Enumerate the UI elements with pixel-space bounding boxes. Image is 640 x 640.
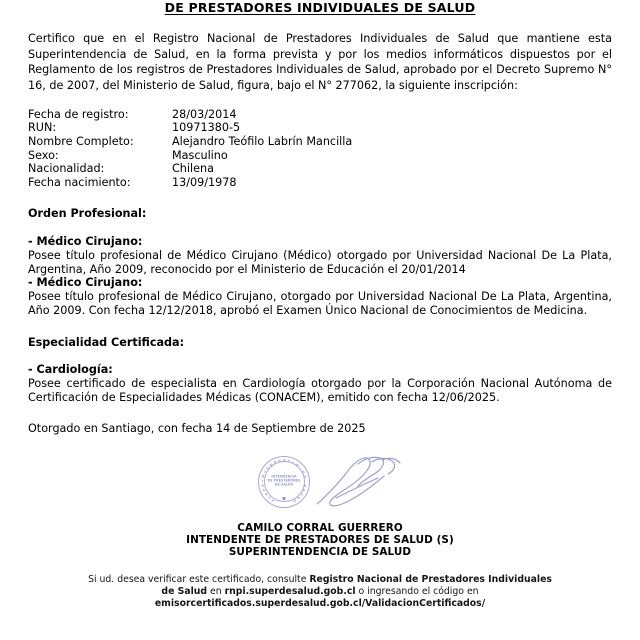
seal-ring-text: S U P E R I N T E N D E N C I A D E S A L U D <box>261 458 307 503</box>
entry-text-medico-cirujano-2: Posee título profesional de Médico Cirujano, otorgado por Universidad Nacional De La Plata, Argentina, Año 2009. Con fecha 12/12/2018, aprobó el Examen Único Nacional de Conocimientos de Medicina. <box>28 290 612 317</box>
registration-fields-table <box>28 108 352 190</box>
entry-text-medico-cirujano-1: Posee título profesional de Médico Cirujano (Médico) otorgado por Universidad Nacional De La Plata, Argentina, Año 2009, reconocido por el Ministerio de Educación el 20/01/2014 <box>28 248 612 276</box>
section-heading-especialidad-certificada: Especialidad Certificada: <box>28 335 185 349</box>
entry-title-medico-cirujano-2: - Médico Cirujano: <box>28 276 143 290</box>
signatory-name: CAMILO CORRAL GUERRERO <box>237 521 403 534</box>
field-value: 13/09/1978 <box>172 175 237 189</box>
field-label: Fecha nacimiento: <box>28 175 131 189</box>
field-label: Nacionalidad: <box>28 162 105 176</box>
closing-statement: Otorgado en Santiago, con fecha 14 de Septiembre de 2025 <box>28 421 366 435</box>
footnote-text-2: en <box>207 585 225 597</box>
footnote-url-2[interactable]: emisorcertificados.superdesalud.gob.cl/ValidacionCertificados/ <box>154 598 486 610</box>
signatory-role: INTENDENTE DE PRESTADORES DE SALUD (S) <box>186 533 454 546</box>
field-value: 10971380-5 <box>172 121 241 135</box>
table-row <box>28 135 352 149</box>
footnote-text-1: Si ud. desea verificar este certificado, consulte <box>88 573 310 585</box>
field-label: Sexo: <box>28 148 59 162</box>
signatory-block <box>28 522 612 559</box>
field-value: Masculino <box>172 148 228 162</box>
section-heading-orden-profesional: Orden Profesional: <box>28 207 147 221</box>
signatory-institution: SUPERINTENDENCIA DE SALUD <box>228 546 412 559</box>
field-label: RUN: <box>28 121 57 135</box>
seal-core-line-1: INTENDENCIA <box>271 474 297 479</box>
field-value: 28/03/2014 <box>172 107 237 121</box>
signature-icon <box>314 454 406 510</box>
field-value: Alejandro Teófilo Labrín Mancilla <box>172 135 353 148</box>
seal-core-text <box>268 474 301 487</box>
entry-title-medico-cirujano-1: - Médico Cirujano: <box>28 234 143 248</box>
field-label: Fecha de registro: <box>28 107 129 121</box>
intro-paragraph: Certifico que en el Registro Nacional de Prestadores Individuales de Salud que mantiene esta Superintendencia de Salud, en la forma prevista y por los medios informáticos dispuestos por el Reglamento de los registros de Prestadores Individuales de Salud, aprobado por el Decreto Supremo N° 16, de 2007, del Ministerio de Salud, figura, bajo el N° 277062, la siguiente inscripción: <box>28 32 612 93</box>
table-row <box>28 121 352 135</box>
footnote-registry-name: Registro Nacional de Prestadores Individuales de Salud <box>161 573 552 597</box>
table-row <box>28 176 352 190</box>
footnote-text-3: o ingresando el código en <box>355 585 479 597</box>
footnote-url-1[interactable]: rnpi.superdesalud.gob.cl <box>224 585 356 597</box>
entry-title-cardiologia: - Cardiología: <box>28 363 113 377</box>
seal-core-line-3: DE SALUD <box>274 482 294 487</box>
entry-text-cardiologia: Posee certificado de especialista en Cardiología otorgado por la Corporación Nacional Autónoma de Certificación de Especialidades Médicas (CONACEM), emitido con fecha 12/06/2025. <box>28 377 612 404</box>
page-title: DE PRESTADORES INDIVIDUALES DE SALUD <box>164 0 476 15</box>
table-row <box>28 149 352 163</box>
table-row <box>28 162 352 176</box>
field-value: Chilena <box>172 162 214 176</box>
field-label: Nombre Completo: <box>28 135 134 148</box>
official-seal-stamp <box>258 456 310 508</box>
handwritten-signature <box>314 454 406 510</box>
table-row <box>28 108 352 122</box>
signature-area <box>28 454 612 522</box>
seal-center-dot <box>283 497 286 500</box>
seal-core-line-2: DE PRESTADORES <box>267 478 301 483</box>
verification-footnote <box>28 559 612 611</box>
